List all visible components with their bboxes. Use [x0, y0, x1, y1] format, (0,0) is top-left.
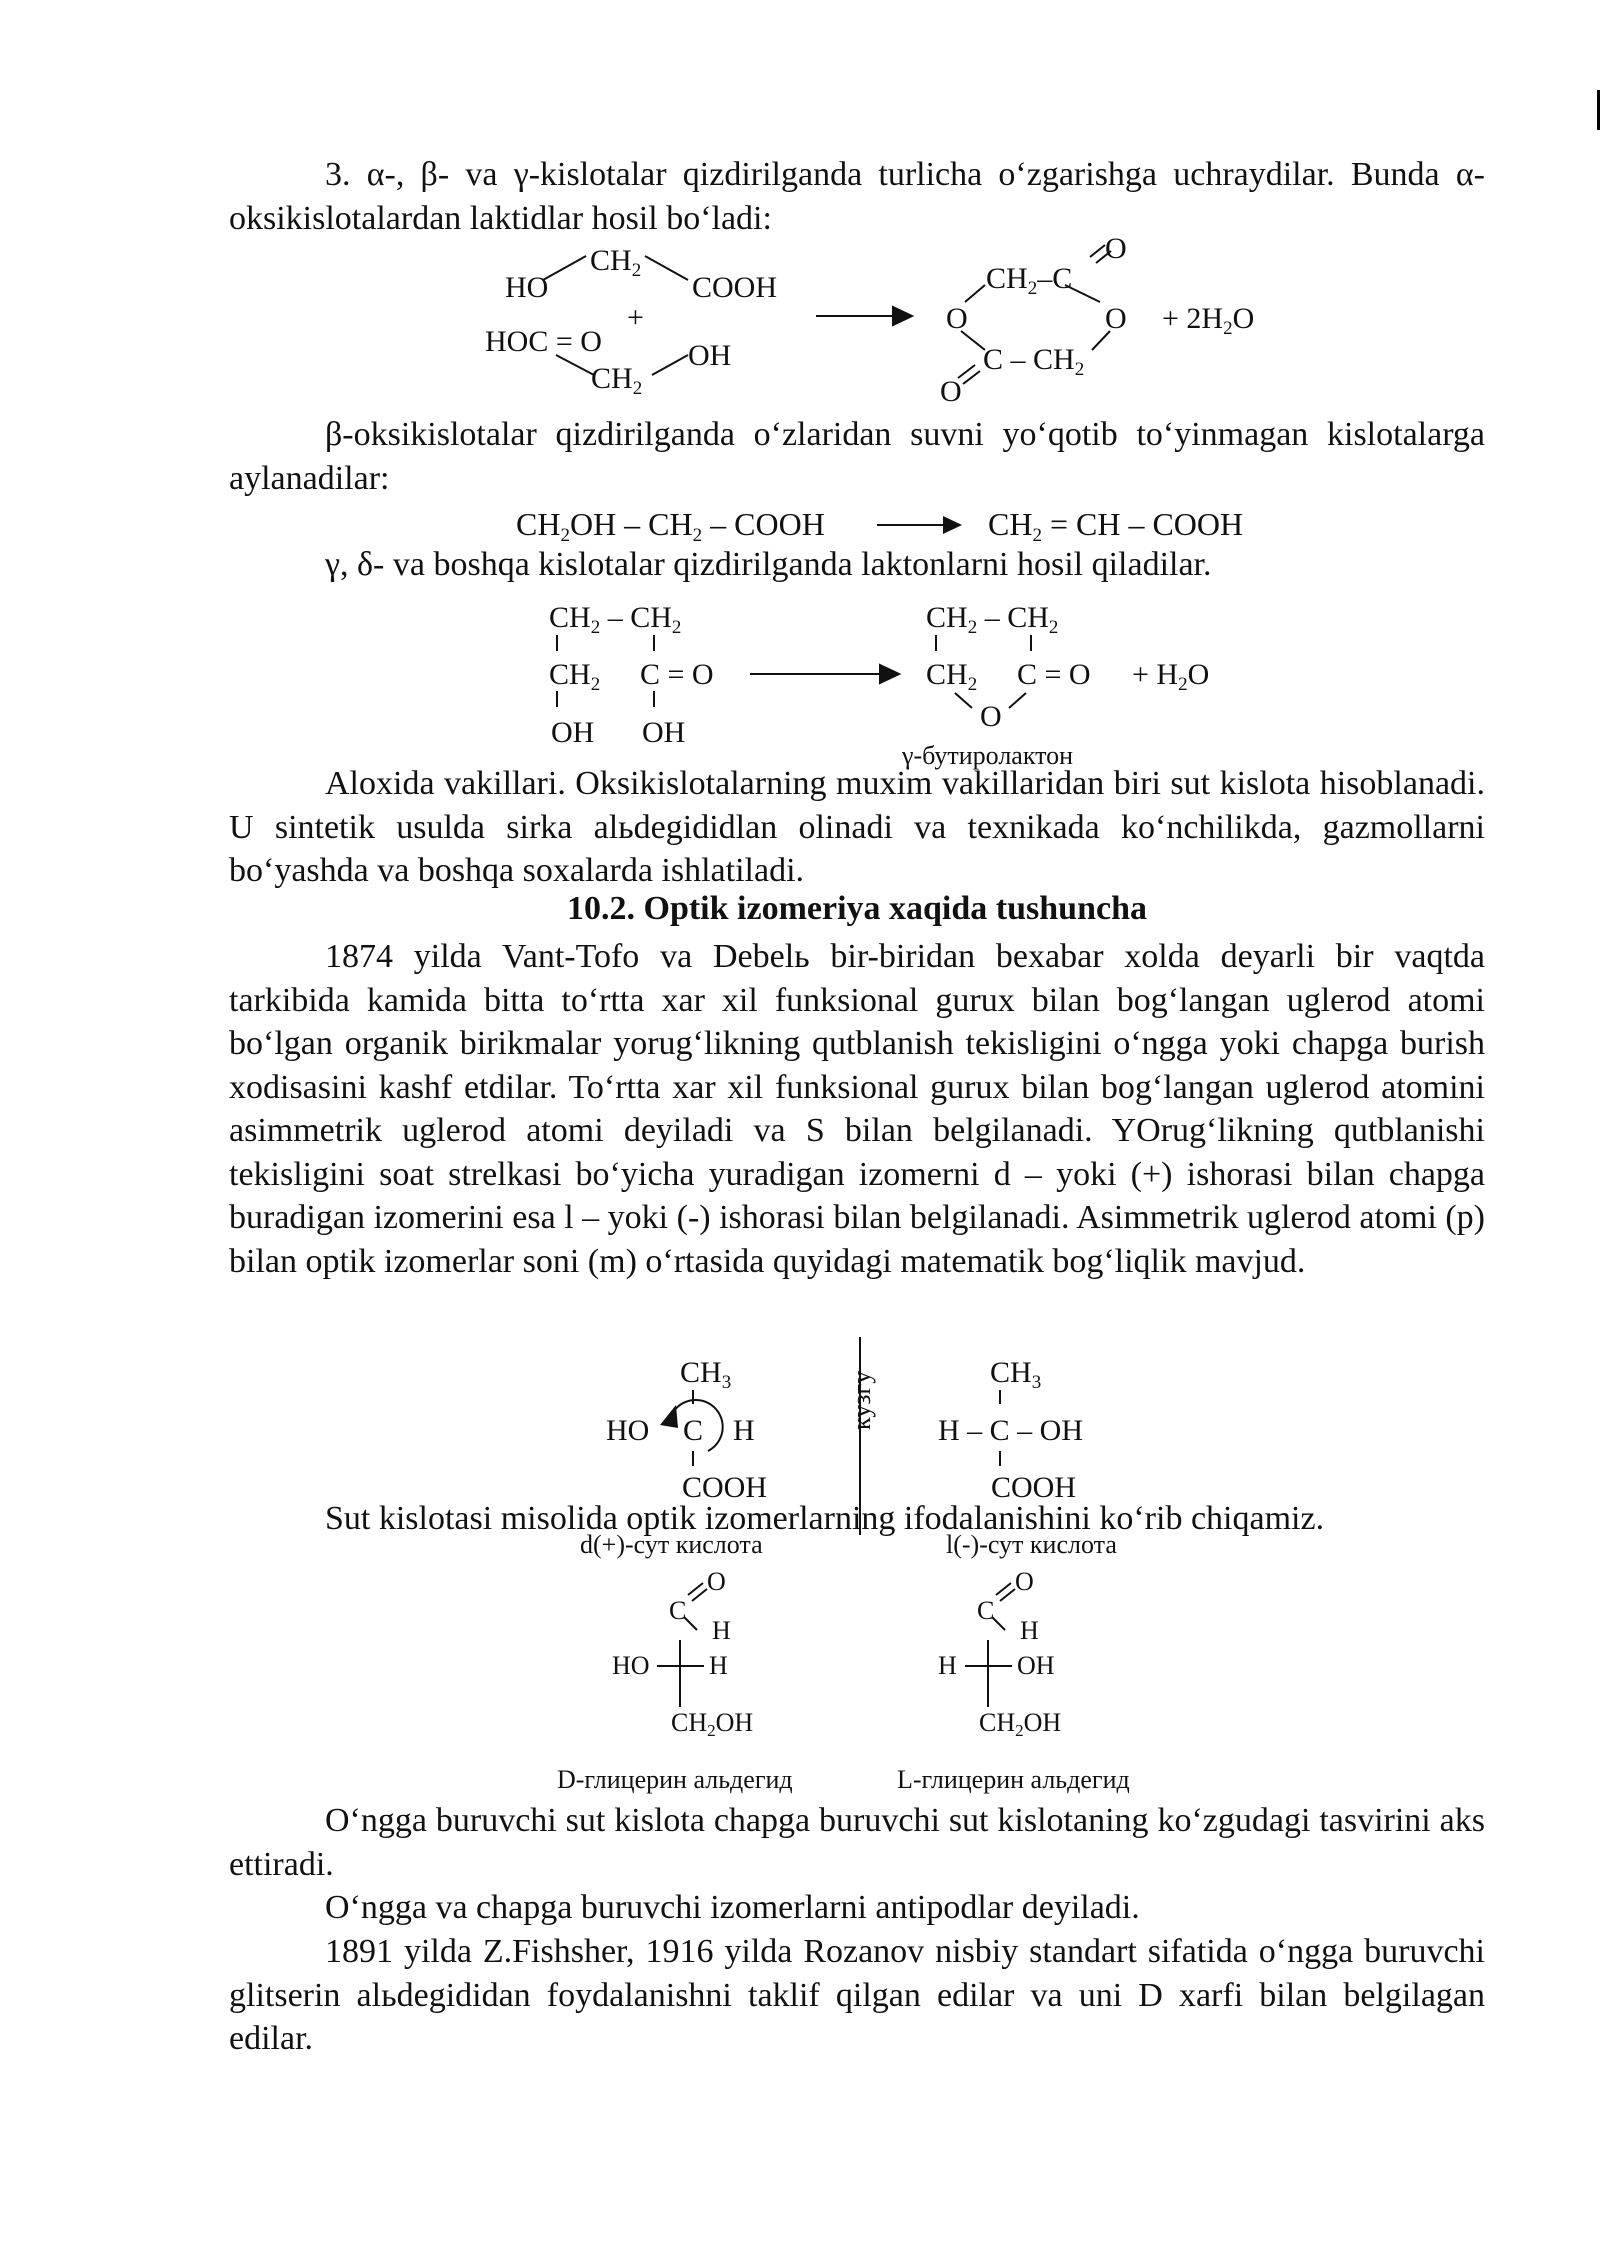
paragraph-lactones: γ, δ- va boshqa kislotalar qizdirilganda laktonlarni hosil qiladilar. [325, 546, 1212, 583]
l-gly-oh: OH [1017, 1651, 1055, 1680]
oh-label: OH [688, 339, 732, 372]
d-gly-h: H [709, 1651, 728, 1680]
ring-o-right: O [1105, 302, 1127, 335]
l-glyceraldehyde-caption: L-глицерин альдегид [897, 1765, 1130, 1794]
d-gly-ch2oh: $CH_2OH$ [671, 1708, 754, 1740]
d-h: H [733, 1414, 755, 1447]
section-heading: 10.2. Optik izomeriya xaqida tushuncha [567, 890, 1147, 927]
plus-sign: + [627, 301, 644, 334]
ch2-top-label: $CH_2$ [590, 244, 642, 281]
reactant-formula: $CH_2OH - CH_2$ – COOH [516, 506, 825, 546]
l-gly-c: C [977, 1596, 995, 1625]
d-gly-h-aldehyde: H [712, 1616, 731, 1645]
ring-ch2-c: $CH_2-C$ [986, 262, 1073, 299]
left-mid-ch2: $CH_2$ [549, 658, 601, 695]
d-gly-c: C [669, 1596, 687, 1625]
butyrolactone-caption: γ-бутиролактон [902, 741, 1074, 770]
paragraph-alpha-acids: 3. α-, β- va γ-kislotalar qizdirilganda turlicha o‘zgarishga uchraydilar. Bunda α-oksikislotalardan laktidlar hosil bo‘ladi: [229, 156, 1485, 237]
product-formula: $CH_2$ = CH – COOH [988, 506, 1244, 546]
paragraph-beta-acids: β-oksikislotalar qizdirilganda o‘zlaridan suvni yo‘qotib to‘yinmagan kislotalarga aylanadilar: [229, 416, 1485, 497]
ring-o-bottom: O [940, 375, 962, 408]
left-c-eq-o: C = O [640, 658, 714, 691]
water-product-2: + $H_2O$ [1132, 658, 1210, 695]
d-gly-o: O [707, 1567, 726, 1596]
d-gly-ho: HO [612, 1651, 650, 1680]
l-gly-o: O [1015, 1567, 1034, 1596]
water-product: + $2H_2O$ [1162, 302, 1255, 339]
left-top-chain: $CH_2 - CH_2$ [549, 601, 682, 638]
d-carbon: C [683, 1414, 704, 1447]
ring-oxygen: O [980, 700, 1002, 733]
left-oh-2: OH [642, 716, 686, 749]
ch2-bottom-label: $CH_2$ [591, 362, 643, 399]
d-glyceraldehyde-caption: D-глицерин альдегид [557, 1765, 793, 1794]
l-lactic-caption: l(-)-сут кислота [946, 1530, 1117, 1559]
l-gly-h: H [938, 1651, 957, 1680]
d-ho: HO [606, 1414, 650, 1447]
left-oh-1: OH [551, 716, 595, 749]
paragraph-antipodes: O‘ngga va chapga buruvchi izomerlarni antipodlar deyiladi. [325, 1889, 1140, 1926]
ho-label: HO [505, 271, 549, 304]
ring-o-left: O [946, 302, 968, 335]
right-c-eq-o: C = O [1017, 658, 1091, 691]
hoc-o-label: HOC = O [485, 325, 602, 358]
right-mid-ch2: $CH_2$ [926, 658, 978, 695]
d-ch3: $CH_3$ [680, 1356, 732, 1393]
d-cooh: COOH [682, 1471, 768, 1504]
paragraph-mirror-image: O‘ngga buruvchi sut kislota chapga buruvchi sut kislotaning ko‘zgudagi tasvirini aks ettiradi. [229, 1802, 1485, 1883]
paragraph-optical-isomerism: 1874 yilda Vant-Tofo va Debelь bir-biridan bexabar xolda deyarli bir vaqtda tarkibida kamida bitta to‘rtta xar xil funksional gurux bilan bog‘langan uglerod atomi bo‘lgan organik birikmalar yorug‘likning qutblanish tekisligini o‘ngga yoki chapga burish xodisasini kashf etdilar. To‘rtta xar xil funksional gurux bilan bog‘langan uglerod atomini asimmetrik uglerod atomi deyiladi va S bilan belgilanadi. YOrug‘likning qutblanishi tekisligini soat strelkasi bo‘yicha yuradigan izomerni d – yoki (+) ishorasi bilan chapga buradigan izomerini esa l – yoki (-) ishorasi bilan belgilanadi. Asimmetrik uglerod atomi (p) bilan optik izomerlar soni (m) o‘rtasida quyidagi matematik bog‘liqlik mavjud. [229, 938, 1485, 1280]
l-ch3: $CH_3$ [990, 1356, 1042, 1393]
paragraph-lactic-example: Sut kislotasi misolida optik izomerlarning ifodalanishini ko‘rib chiqamiz. [325, 1500, 1325, 1537]
l-cooh: COOH [991, 1471, 1077, 1504]
l-gly-ch2oh: $CH_2OH$ [979, 1708, 1062, 1740]
mirror-label: кузгу [847, 1370, 876, 1430]
l-row: H – C – OH [938, 1414, 1084, 1447]
ring-c-ch2: C – $CH_2$ [983, 343, 1085, 380]
d-lactic-caption: d(+)-сут кислота [580, 1530, 763, 1559]
paragraph-representatives: Aloxida vakillari. Oksikislotalarning muxim vakillaridan biri sut kislota hisoblanadi. U sintetik usulda sirka alьdegididlan olinadi va texnikada ko‘nchilikda, gazmollarni bo‘yashda va boshqa soxalarda ishlatiladi. [229, 765, 1485, 889]
cooh-label: COOH [692, 271, 778, 304]
ring-o-top: O [1105, 232, 1127, 265]
right-top-chain: $CH_2 - CH_2$ [926, 601, 1059, 638]
paragraph-fischer-rozanov: 1891 yilda Z.Fishsher, 1916 yilda Rozanov nisbiy standart sifatida o‘ngga buruvchi glitserin alьdegididan foydalanishni taklif qilgan edilar va uni D xarfi bilan belgilagan edilar. [229, 1933, 1485, 2057]
l-gly-h-aldehyde: H [1020, 1616, 1039, 1645]
